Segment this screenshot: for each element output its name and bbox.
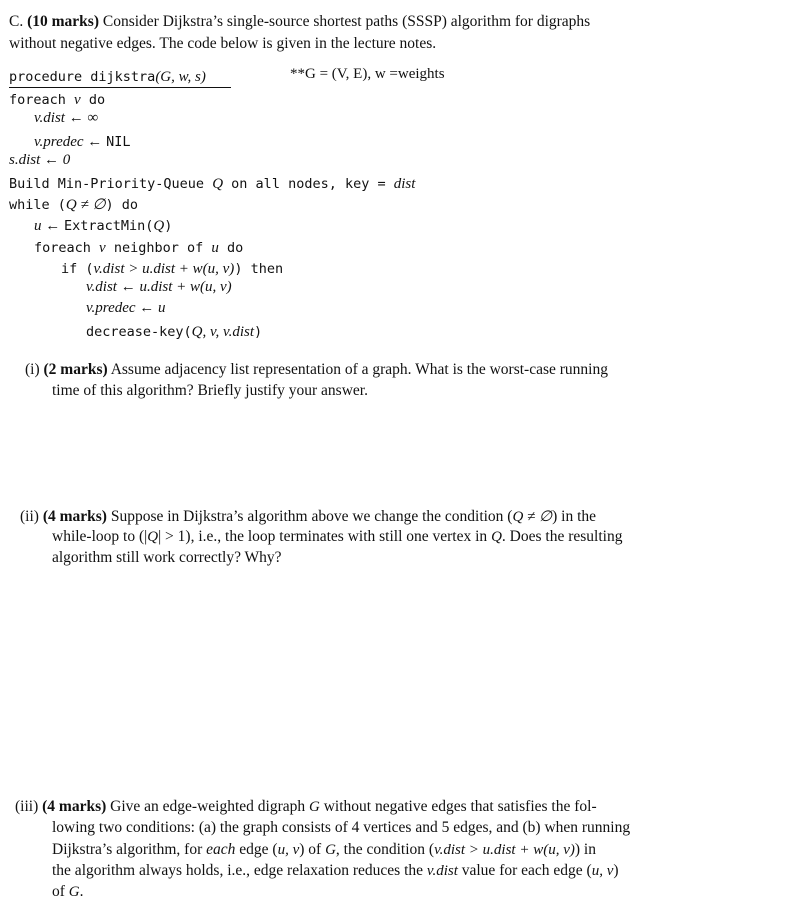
- part-ii-line-1: [20, 507, 596, 526]
- text-fragment: edge (: [235, 841, 278, 858]
- text-fragment: u, v: [591, 863, 614, 879]
- code-line-if-relax: [61, 258, 283, 278]
- text-fragment: Q: [153, 218, 165, 234]
- text-fragment: Q ≠ ∅: [512, 509, 553, 525]
- text-fragment: Dijkstra’s algorithm, for: [52, 841, 207, 858]
- text-fragment: v.dist > u.dist + w(u, v): [434, 842, 575, 858]
- part-iii-line-3: [52, 841, 596, 859]
- text-fragment: do: [80, 92, 106, 108]
- part-iii-line-5: [52, 883, 84, 901]
- text-fragment: Give an edge-weighted digraph: [106, 798, 309, 815]
- part-ii-marks: (4 marks): [42, 508, 107, 525]
- text-fragment: ExtractMin(: [64, 218, 154, 234]
- text-fragment: if (: [61, 261, 94, 277]
- text-fragment: u: [211, 240, 219, 256]
- text-fragment: of: [52, 883, 69, 900]
- text-fragment: . Does the resulting: [501, 528, 623, 545]
- question-intro-text: Consider Dijkstra’s single-source shortest paths (SSSP) algorithm for digraphs: [99, 13, 591, 30]
- text-fragment: Suppose in Dijkstra’s algorithm above we change the condition (: [106, 508, 513, 525]
- text-fragment: G: [325, 842, 336, 858]
- code-line-foreach-neighbor: [34, 237, 243, 257]
- code-line-vpredec-update: v.predec ← u: [86, 300, 166, 316]
- text-fragment: .: [79, 883, 84, 900]
- text-fragment: value for each edge (: [457, 862, 592, 879]
- code-line-foreach-v: [9, 89, 105, 109]
- code-line-build-queue: [9, 173, 415, 193]
- text-fragment: v: [99, 240, 106, 256]
- part-i-label: (i): [25, 361, 40, 378]
- text-fragment: | > 1), i.e., the loop terminates with still one vertex in: [158, 528, 492, 545]
- text-fragment: on all nodes, key =: [223, 176, 394, 192]
- part-iii-line-2: lowing two conditions: (a) the graph consists of 4 vertices and 5 edges, and (b) when running: [52, 819, 631, 836]
- text-fragment: ) of: [299, 841, 326, 858]
- text-fragment: Q ≠ ∅: [65, 197, 106, 213]
- text-fragment: without negative edges that satisfies the fol-: [319, 798, 597, 815]
- code-line-vdist-init: v.dist ← ∞: [34, 110, 99, 126]
- text-fragment: do: [218, 240, 244, 256]
- text-fragment: Q: [212, 176, 224, 192]
- text-fragment: Build Min-Priority-Queue: [9, 176, 213, 192]
- text-fragment: Q: [491, 529, 502, 545]
- code-line-vpredec-init: [34, 131, 130, 151]
- question-intro-line-1: [9, 13, 590, 31]
- part-iii-line-1: [15, 798, 597, 816]
- part-ii-label: (ii): [20, 508, 39, 525]
- text-fragment: v.predec ←: [34, 134, 107, 150]
- text-fragment: Q: [147, 529, 159, 545]
- part-i-marks: (2 marks): [43, 361, 108, 378]
- text-fragment: while-loop to (|: [52, 528, 148, 545]
- text-fragment: foreach: [34, 240, 100, 256]
- text-fragment: decrease-key(: [86, 324, 192, 340]
- text-fragment: the algorithm always holds, i.e., edge relaxation reduces the: [52, 862, 427, 879]
- text-fragment: ) in: [574, 841, 596, 858]
- procedure-name: procedure dijkstra: [9, 69, 156, 85]
- procedure-header: [9, 66, 206, 86]
- text-fragment: each: [206, 841, 236, 858]
- text-fragment: v.dist > u.dist + w(u, v): [93, 261, 235, 277]
- text-fragment: ): [254, 324, 263, 340]
- question-intro-line-2: without negative edges. The code below is given in the lecture notes.: [9, 35, 437, 52]
- code-line-extractmin: [34, 215, 172, 235]
- text-fragment: v: [74, 92, 81, 108]
- text-fragment: u, v: [277, 842, 300, 858]
- text-fragment: ) do: [105, 197, 139, 213]
- text-fragment: ): [164, 218, 173, 234]
- question-marks: (10 marks): [27, 13, 99, 30]
- question-label: C.: [9, 13, 28, 30]
- procedure-underline: [9, 87, 231, 88]
- text-fragment: neighbor of: [105, 240, 212, 256]
- text-fragment: NIL: [106, 134, 131, 150]
- text-fragment: u ←: [34, 218, 64, 234]
- text-fragment: Q, v, v.dist: [191, 324, 255, 340]
- text-fragment: ) in the: [552, 508, 597, 525]
- text-fragment: v.dist: [426, 863, 458, 879]
- part-ii-line-2: [52, 528, 622, 546]
- part-i-line-2: time of this algorithm? Briefly justify your answer.: [52, 382, 368, 399]
- part-iii-marks: (4 marks): [42, 798, 107, 815]
- text-fragment: while (: [9, 197, 66, 213]
- text-fragment: Assume adjacency list representation of a graph. What is the worst-case running: [107, 361, 608, 378]
- code-line-decrease-key: [86, 321, 262, 341]
- text-fragment: dist: [393, 176, 416, 192]
- text-fragment: ) then: [234, 261, 284, 277]
- graph-note: **G = (V, E), w =weights: [290, 66, 445, 82]
- code-line-sdist-init: s.dist ← 0: [9, 152, 71, 168]
- code-line-vdist-update: v.dist ← u.dist + w(u, v): [86, 279, 232, 295]
- text-fragment: ): [613, 862, 619, 879]
- text-fragment: G: [68, 884, 80, 900]
- part-iii-label: (iii): [15, 798, 39, 815]
- procedure-args: (G, w, s): [155, 69, 206, 85]
- part-ii-line-3: algorithm still work correctly? Why?: [52, 549, 282, 566]
- text-fragment: foreach: [9, 92, 75, 108]
- text-fragment: G: [309, 799, 320, 815]
- part-i-line-1: [25, 361, 608, 379]
- code-line-while: [9, 194, 138, 214]
- text-fragment: , the condition (: [335, 841, 435, 858]
- part-iii-line-4: [52, 862, 619, 880]
